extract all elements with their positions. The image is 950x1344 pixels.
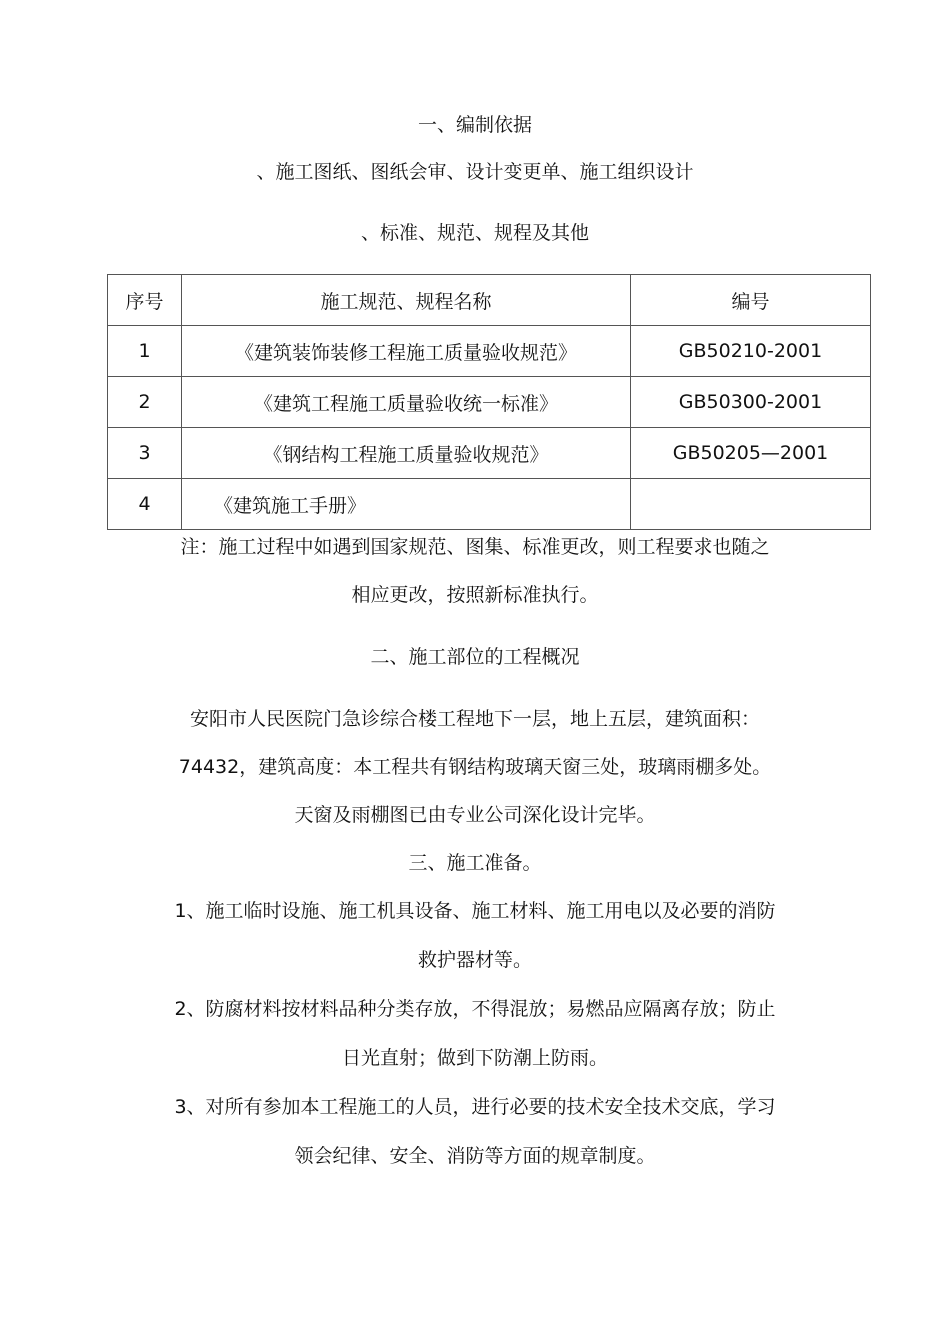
- table-row: [108, 428, 871, 479]
- row-index: 4: [108, 479, 182, 530]
- section3-item3-line-1: 3、对所有参加本工程施工的人员，进行必要的技术安全技术交底，学习: [174, 1096, 776, 1118]
- row-index: 3: [108, 428, 182, 479]
- section1-title: 一、编制依据: [417, 114, 532, 136]
- row-code: GB50210-2001: [631, 326, 871, 377]
- header-index: 序号: [108, 275, 182, 326]
- section3-item2-line-2: 日光直射；做到下防潮上防雨。: [341, 1047, 608, 1069]
- row-index: 2: [108, 377, 182, 428]
- table-row: [108, 377, 871, 428]
- table-header-row: [108, 275, 871, 326]
- section3-item1-line-2: 救护器材等。: [417, 949, 532, 971]
- header-name: 施工规范、规程名称: [182, 275, 631, 326]
- row-code: GB50205—2001: [631, 428, 871, 479]
- table-row: [108, 479, 871, 530]
- header-code: 编号: [631, 275, 871, 326]
- row-code: [631, 479, 871, 530]
- section3-title: 三、施工准备。: [408, 852, 542, 874]
- row-name: 《建筑装饰装修工程施工质量验收规范》: [182, 326, 631, 377]
- section2-title: 二、施工部位的工程概况: [370, 646, 580, 668]
- section1-subheading-drawings: 、施工图纸、图纸会审、设计变更单、施工组织设计: [256, 161, 694, 183]
- section2-line-2: 74432，建筑高度：本工程共有钢结构玻璃天窗三处，玻璃雨棚多处。: [178, 756, 772, 778]
- row-code: GB50300-2001: [631, 377, 871, 428]
- section2-line-3: 天窗及雨棚图已由专业公司深化设计完毕。: [294, 804, 656, 826]
- section1-subheading-standards: 、标准、规范、规程及其他: [360, 222, 589, 244]
- note-line-2: 相应更改，按照新标准执行。: [351, 584, 599, 606]
- section2-line-1: 安阳市人民医院门急诊综合楼工程地下一层，地上五层，建筑面积：: [189, 708, 760, 730]
- row-name: 《钢结构工程施工质量验收规范》: [182, 428, 631, 479]
- row-index: 1: [108, 326, 182, 377]
- section3-item3-line-2: 领会纪律、安全、消防等方面的规章制度。: [294, 1145, 656, 1167]
- section3-item1-line-1: 1、施工临时设施、施工机具设备、施工材料、施工用电以及必要的消防: [174, 900, 776, 922]
- note-line-1: 注：施工过程中如遇到国家规范、图集、标准更改，则工程要求也随之: [180, 536, 770, 558]
- row-name: 《建筑施工手册》: [182, 479, 631, 530]
- table-row: [108, 326, 871, 377]
- row-name: 《建筑工程施工质量验收统一标准》: [182, 377, 631, 428]
- section3-item2-line-1: 2、防腐材料按材料品种分类存放，不得混放；易燃品应隔离存放；防止: [174, 998, 776, 1020]
- standards-table: [107, 274, 871, 530]
